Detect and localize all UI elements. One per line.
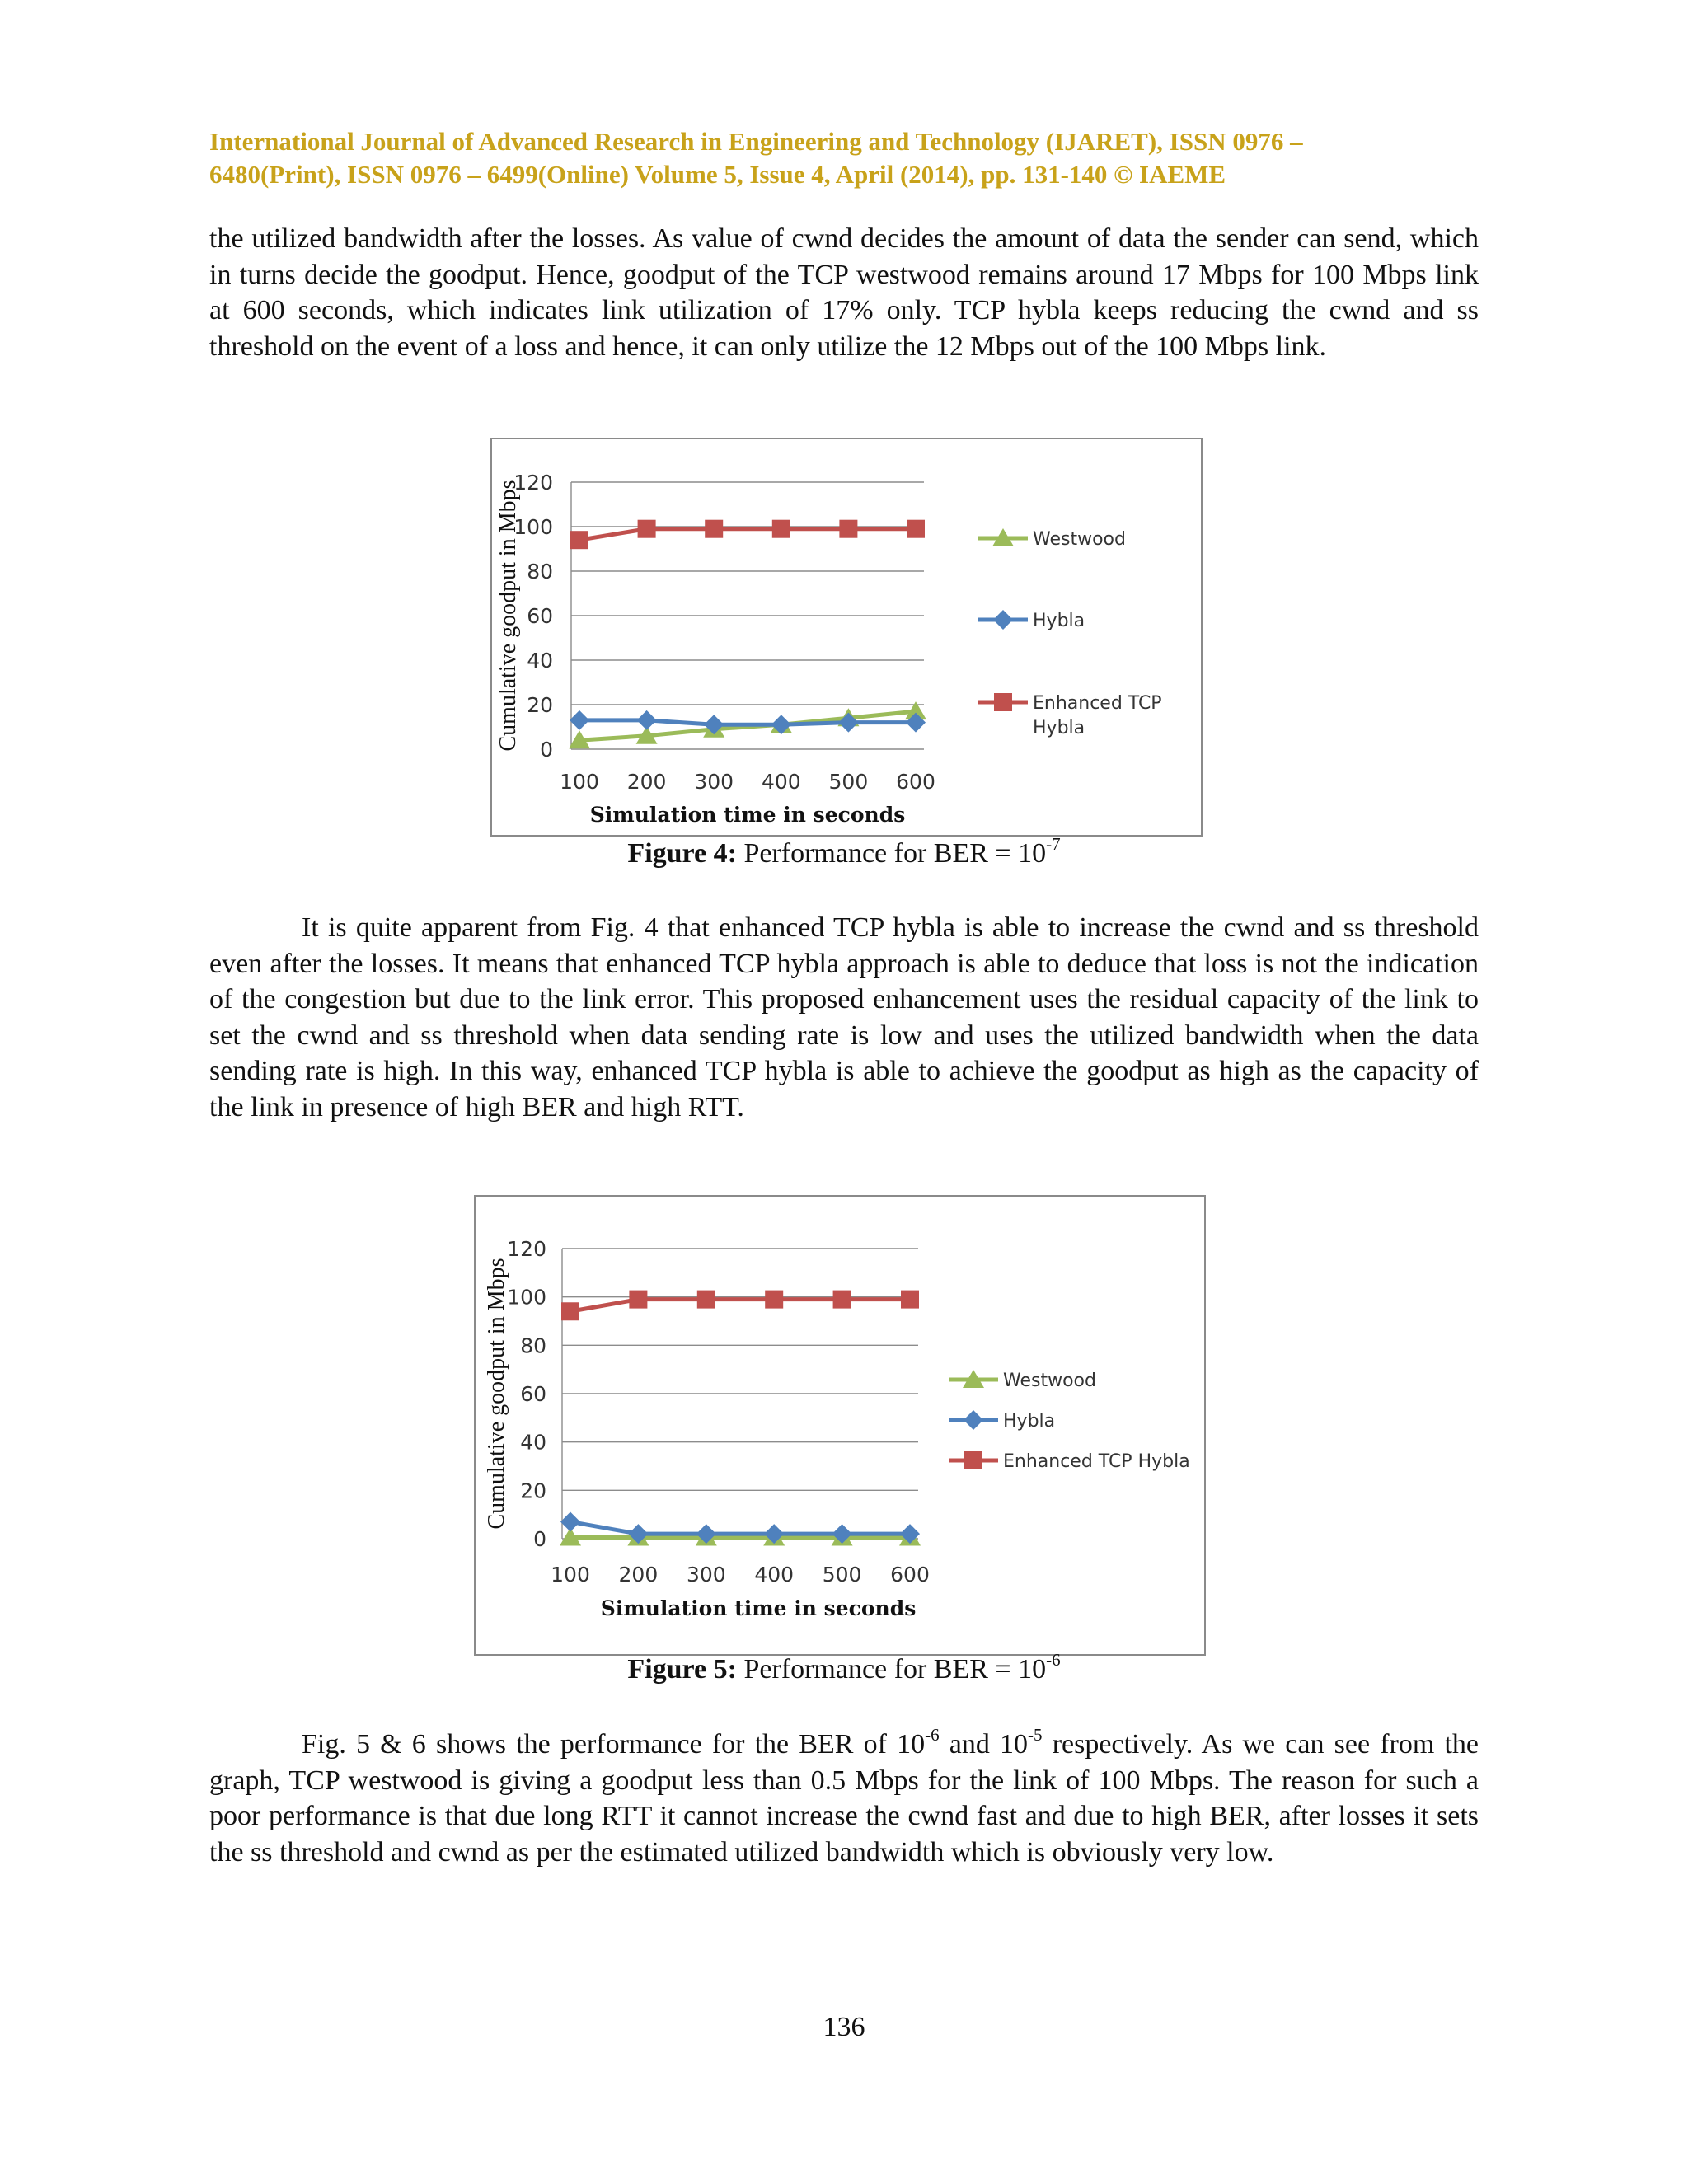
fig4-data-point-enhanced-tcp-hybla: [570, 531, 588, 549]
fig4-data-point-enhanced-tcp-hybla: [772, 520, 790, 538]
figure-4-caption: [0, 834, 1688, 870]
figure-5-plot: [476, 1197, 1204, 1654]
paragraph-3-part-2: and 10: [939, 1729, 1029, 1760]
fig4-series-line-hybla: [579, 720, 916, 724]
paragraph-3-part-3: respectively. As we can see from the graph, TCP westwood is giving a goodput less than 0.5 Mbps for the link of 100 Mbps. The reason for such a poor performance is that due long RTT it cannot increase the cwnd fast and due to high BER, after losses it sets the ss threshold and cwnd as per the estimated utilized bandwidth which is obviously very low.: [209, 1729, 1479, 1868]
fig5-y-tick-label: 100: [507, 1285, 546, 1310]
paragraph-1: the utilized bandwidth after the losses. As value of cwnd decides the amount of data the sender can send, which in turns decide the goodput. Hence, goodput of the TCP westwood remains around 17 Mbps for 100 Mbps link at 600 seconds, which indicates link utilization of 17% only. TCP hybla keeps reducing the cwnd and ss threshold on the event of a loss and hence, it can only utilize the 12 Mbps out of the 100 Mbps link.: [209, 223, 1479, 362]
figure-5-chart: [474, 1195, 1206, 1656]
fig5-series-line-enhanced-tcp-hybla: [570, 1300, 910, 1312]
fig5-y-tick-label: 60: [520, 1382, 546, 1406]
fig5-data-point-hybla: [560, 1511, 580, 1531]
fig4-data-point-hybla: [570, 710, 589, 730]
fig5-y-tick-label: 20: [520, 1479, 546, 1503]
fig5-x-tick-label: 300: [686, 1563, 726, 1586]
figure-5-caption: [0, 1650, 1688, 1686]
fig5-y-tick-label: 120: [507, 1237, 546, 1261]
paragraph-2: It is quite apparent from Fig. 4 that enhanced TCP hybla is able to increase the cwnd and ss threshold even after the losses. It means that enhanced TCP hybla approach is able to deduce that loss is not the indication of the congestion but due to the link error. This proposed enhancement uses the residual capacity of the link to set the cwnd and ss threshold when data sending rate is low and uses the utilized bandwidth when the data sending rate is high. In this way, enhanced TCP hybla is able to achieve the goodput as high as the capacity of the link in presence of high BER and high RTT.: [209, 912, 1479, 1122]
figure-5-caption-text: Performance for BER = 10: [736, 1654, 1047, 1685]
fig5-x-axis-title: Simulation time in seconds: [600, 1596, 917, 1620]
figure-5-caption-exponent: -6: [1046, 1650, 1061, 1670]
paragraph-3-exponent-2: -5: [1028, 1725, 1043, 1745]
fig4-legend-marker-hybla: [993, 610, 1013, 630]
figure-4-caption-exponent: -7: [1046, 834, 1061, 854]
fig5-data-point-enhanced-tcp-hybla: [901, 1291, 919, 1309]
fig5-data-point-enhanced-tcp-hybla: [561, 1302, 579, 1320]
paragraph-3-exponent-1: -6: [925, 1725, 940, 1745]
fig5-y-tick-label: 80: [520, 1333, 546, 1358]
fig5-legend-label-enhanced-tcp-hybla: Enhanced TCP Hybla: [1003, 1451, 1190, 1472]
fig4-legend-label-westwood: Westwood: [1033, 529, 1126, 550]
fig4-legend-label-enhanced-tcp-hybla: Enhanced TCP Hybla: [1033, 693, 1162, 738]
journal-header: [209, 125, 1479, 191]
fig5-data-point-enhanced-tcp-hybla: [629, 1291, 647, 1309]
fig4-x-tick-label: 500: [828, 770, 869, 794]
figure-4-caption-text: Performance for BER = 10: [736, 838, 1047, 869]
page-number: 136: [823, 2012, 865, 2042]
fig4-y-tick-label: 120: [513, 471, 553, 494]
fig4-legend-marker-enhanced-tcp-hybla: [994, 693, 1012, 711]
fig4-x-tick-label: 400: [761, 770, 801, 794]
fig4-y-tick-label: 80: [527, 560, 553, 583]
paragraph-3-part-1: Fig. 5 & 6 shows the performance for the BER of 10: [302, 1729, 926, 1760]
fig4-data-point-enhanced-tcp-hybla: [907, 520, 925, 538]
fig5-x-tick-label: 100: [551, 1563, 590, 1586]
fig5-series-line-hybla: [570, 1521, 910, 1534]
fig5-data-point-enhanced-tcp-hybla: [765, 1291, 783, 1309]
fig4-y-tick-label: 100: [513, 515, 553, 539]
fig5-legend-marker-enhanced-tcp-hybla: [964, 1451, 982, 1469]
fig4-y-tick-label: 20: [527, 693, 553, 717]
fig5-y-tick-label: 40: [520, 1430, 546, 1455]
fig5-legend-marker-hybla: [964, 1410, 983, 1430]
fig4-y-axis-title: Cumulative goodput in Mbps: [495, 480, 521, 752]
fig4-y-tick-label: 0: [540, 738, 553, 762]
fig4-data-point-enhanced-tcp-hybla: [839, 520, 857, 538]
fig4-legend-label-hybla: Hybla: [1033, 611, 1085, 631]
fig5-x-tick-label: 400: [754, 1563, 795, 1586]
fig5-y-axis-title: Cumulative goodput in Mbps: [484, 1258, 509, 1530]
fig4-series-line-enhanced-tcp-hybla: [579, 529, 916, 541]
figure-5-caption-label: Figure 5:: [627, 1654, 737, 1685]
fig4-data-point-hybla: [637, 710, 657, 730]
fig5-x-tick-label: 200: [618, 1563, 659, 1586]
fig4-x-tick-label: 100: [560, 770, 599, 794]
fig4-y-tick-label: 40: [527, 649, 553, 673]
figure-4-chart: [490, 438, 1203, 837]
fig5-x-tick-label: 600: [890, 1563, 930, 1586]
figure-4-caption-label: Figure 4:: [627, 838, 737, 869]
fig5-y-tick-label: 0: [533, 1527, 546, 1551]
journal-header-line-1: International Journal of Advanced Research in Engineering and Technology (IJARET), ISSN 0976 –: [209, 127, 1303, 156]
paragraph-3: [209, 1727, 1479, 1870]
fig4-y-tick-label: 60: [527, 604, 553, 628]
fig5-data-point-enhanced-tcp-hybla: [833, 1291, 851, 1309]
fig5-data-point-enhanced-tcp-hybla: [697, 1291, 715, 1309]
fig5-legend-label-westwood: Westwood: [1003, 1371, 1096, 1391]
fig4-x-axis-title: Simulation time in seconds: [589, 803, 906, 827]
journal-header-line-2: 6480(Print), ISSN 0976 – 6499(Online) Volume 5, Issue 4, April (2014), pp. 131-140 © IAEME: [209, 160, 1226, 189]
fig4-x-tick-label: 300: [694, 770, 734, 794]
fig5-legend-label-hybla: Hybla: [1003, 1411, 1056, 1432]
fig4-data-point-enhanced-tcp-hybla: [705, 520, 723, 538]
fig5-x-tick-label: 500: [822, 1563, 862, 1586]
fig4-data-point-enhanced-tcp-hybla: [638, 520, 656, 538]
figure-4-plot: [492, 439, 1201, 835]
fig4-x-tick-label: 600: [896, 770, 935, 794]
fig4-x-tick-label: 200: [626, 770, 667, 794]
